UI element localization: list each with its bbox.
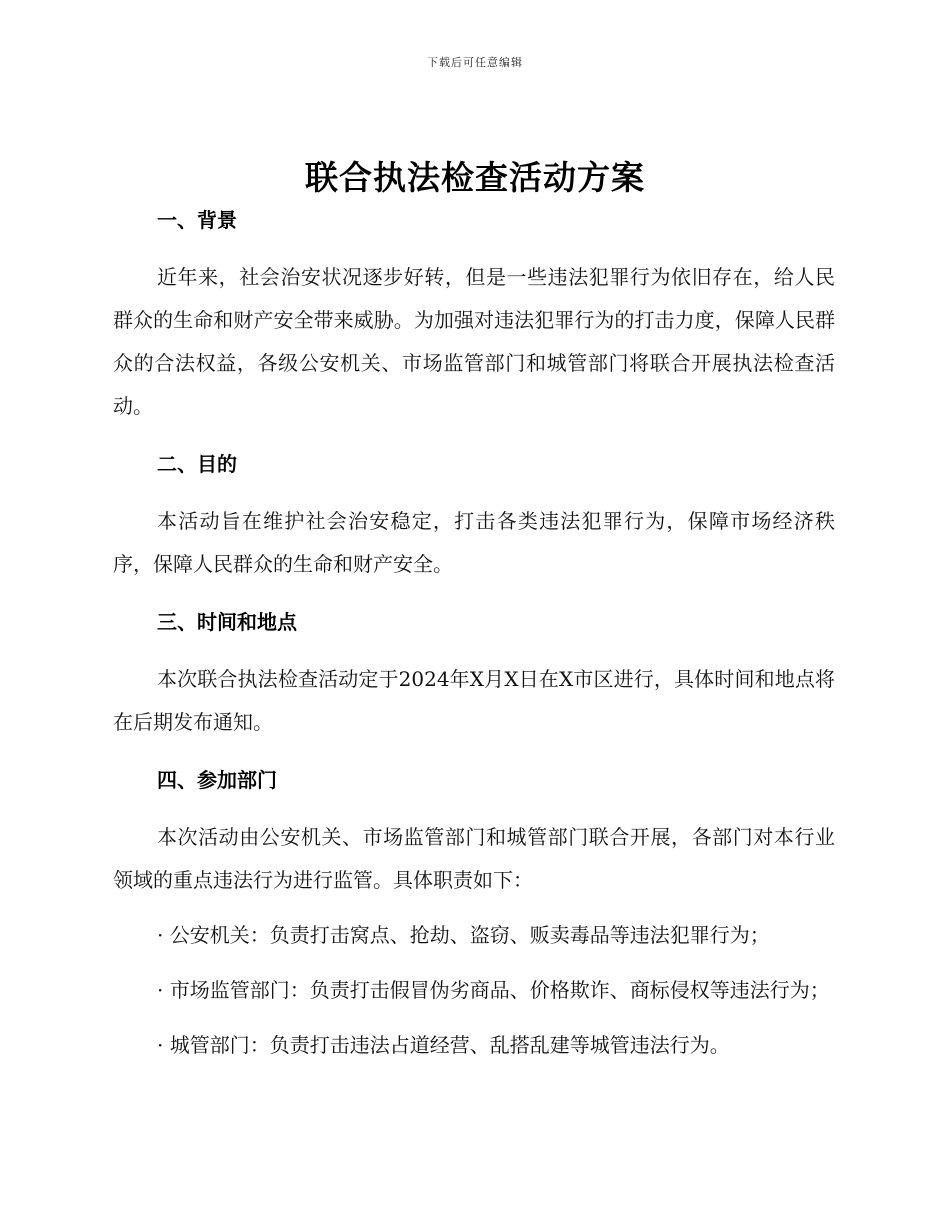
bullet-item-market-regulation: · 市场监管部门：负责打击假冒伪劣商品、价格欺诈、商标侵权等违法行为； xyxy=(157,978,830,1002)
section-paragraph-departments: 本次活动由公安机关、市场监管部门和城管部门联合开展，各部门对本行业领域的重点违法行为进行监管。具体职责如下： xyxy=(113,825,835,892)
document-body xyxy=(113,202,835,1067)
section-paragraph-background: 近年来，社会治安状况逐步好转，但是一些违法犯罪行为依旧存在，给人民群众的生命和财产安全带来威胁。为加强对违法犯罪行为的打击力度，保障人民群众的合法权益，各级公安机关、市场监管部门和城管部门将联合开展执法检查活动。 xyxy=(113,265,835,418)
section-heading-departments: 四、参加部门 xyxy=(157,768,277,792)
section-paragraph-purpose: 本活动旨在维护社会治安稳定，打击各类违法犯罪行为，保障市场经济秩序，保障人民群众的生命和财产安全。 xyxy=(113,509,835,576)
section-heading-background: 一、背景 xyxy=(157,208,237,232)
bullet-item-police: · 公安机关：负责打击窝点、抢劫、盗窃、贩卖毒品等违法犯罪行为； xyxy=(157,923,770,947)
document-title: 联合执法检查活动方案 xyxy=(305,158,645,197)
bullet-item-urban-management: · 城管部门：负责打击违法占道经营、乱搭乱建等城管违法行为。 xyxy=(157,1033,730,1057)
section-paragraph-time-place: 本次联合执法检查活动定于2024年X月X日在X市区进行，具体时间和地点将在后期发布通知。 xyxy=(113,667,835,734)
header-note: 下载后可任意编辑 xyxy=(427,56,523,69)
section-heading-time-place: 三、时间和地点 xyxy=(157,610,297,634)
section-heading-purpose: 二、目的 xyxy=(157,452,237,476)
